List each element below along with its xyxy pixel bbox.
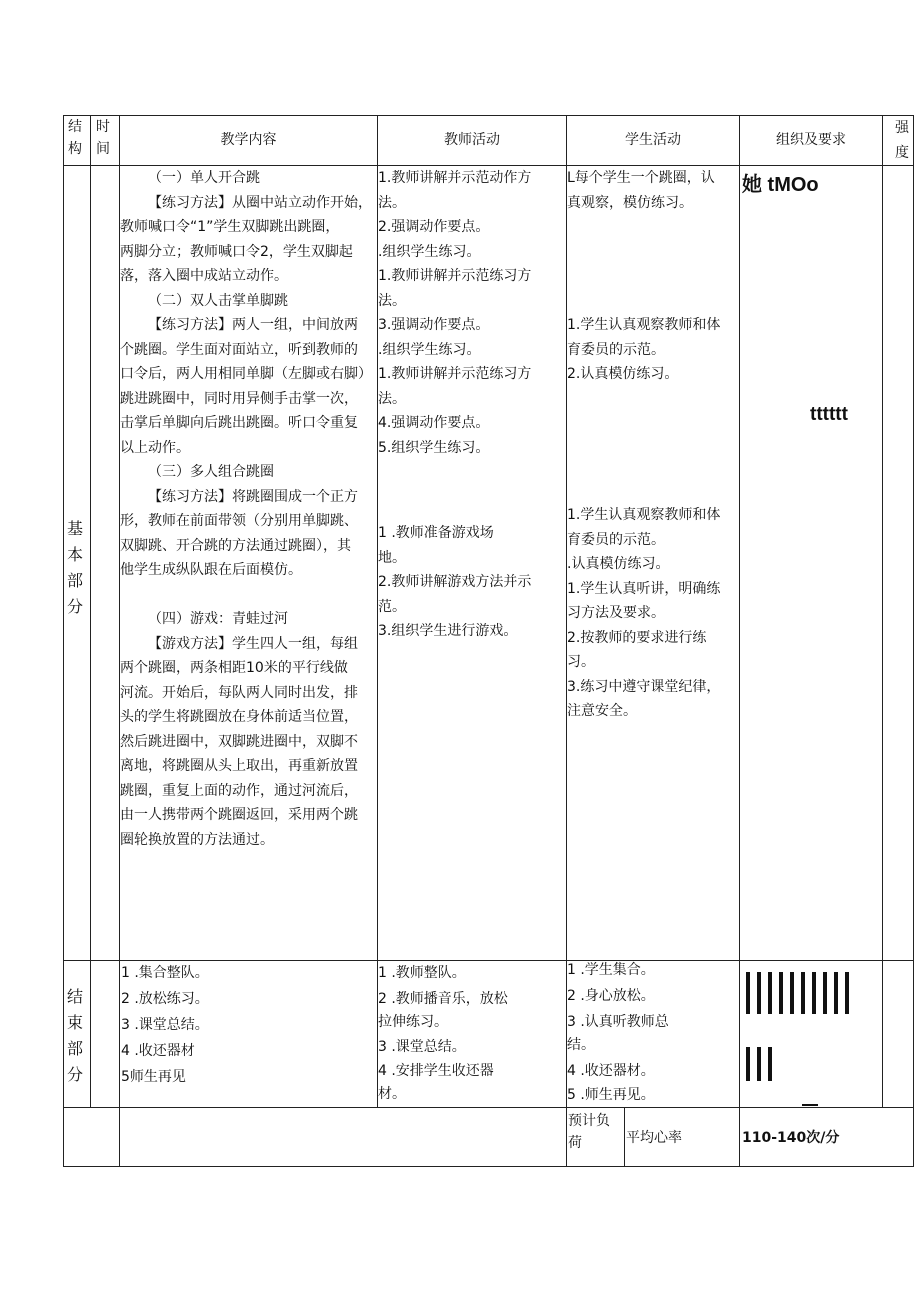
teacher-line: 3 .课堂总结。 [378,1039,466,1055]
header-teacher: 教师活动 [444,132,500,148]
content-line: 跳圈，重复上面的动作，通过河流后， [120,782,358,799]
header-student: 学生活动 [625,132,681,148]
content-line: 【练习方法】将跳圈围成一个正方 [148,488,358,505]
content-line: 两脚分立；教师喊口令2，学生双脚起 [120,243,353,260]
teacher-line: 1 .教师准备游戏场 [378,525,494,541]
content-line: 3 .课堂总结。 [121,1017,209,1033]
content-line: 跳进跳圈中，同时用异侧手击掌一次， [120,390,358,407]
student-line: 1.学生认真观察教师和体 [567,317,721,333]
content-line: 双脚跳、开合跳的方法通过跳圈），其 [120,537,351,554]
content-line: 头的学生将跳圈放在身体前适当位置， [120,709,358,725]
student-line: 2 .身心放松。 [567,988,655,1004]
teacher-line: 2 .教师播音乐，放松 [378,991,508,1007]
formation-bar [757,972,761,1014]
formation-bar [768,1047,772,1081]
heart-rate-value: 110-140次/分 [742,1130,840,1146]
organization-mark-top: 她 tMOo [742,174,819,196]
student-line: 3.练习中遵守课堂纪律， [567,678,721,695]
teacher-line: 2.强调动作要点。 [378,219,490,235]
formation-bars-row2 [746,1047,772,1081]
content-line: 4 .收还器材 [121,1043,195,1059]
grid-line [90,115,91,1108]
grid-line [739,115,740,1167]
formation-bar [757,1047,761,1081]
teacher-line: 1.教师讲解并示范练习方 [378,366,532,382]
teacher-line: .组织学生练习。 [378,341,481,358]
teacher-line: .组织学生练习。 [378,243,481,260]
teacher-line: 地。 [378,549,406,566]
student-line: 育委员的示范。 [567,341,665,358]
content-line: 然后跳进圈中，双脚跳进圈中，双脚不 [120,733,358,750]
student-line: 育委员的示范。 [567,531,665,548]
header-content: 教学内容 [220,132,277,148]
content-line: 击掌后单脚向后跳出跳圈。听口令重复 [120,415,358,431]
student-line: 1.学生认真听讲，明确练 [567,580,721,597]
teacher-line: 法。 [378,390,406,407]
formation-bar [845,972,849,1014]
teacher-line: 拉伸练习。 [378,1014,448,1030]
teacher-line: 范。 [378,598,406,615]
content-line: 教师喊口令“1”学生双脚跳出跳圈， [120,219,340,235]
formation-bar [790,972,794,1014]
student-line: 结。 [567,1037,595,1053]
formation-bar [746,972,750,1014]
student-line: 真观察，模仿练习。 [567,194,693,211]
student-line: 3 .认真听教师总 [567,1014,669,1030]
heart-rate-label: 平均心率 [626,1130,682,1146]
grid-line [624,1107,625,1167]
teacher-line: 2.教师讲解游戏方法并示 [378,574,532,590]
content-line: 【练习方法】从圈中站立动作开始， [148,194,372,211]
teacher-line: 1.教师讲解并示范动作方 [378,170,532,186]
content-line: 圈轮换放置的方法通过。 [120,831,274,848]
grid-line [882,115,883,1108]
content-line: 以上动作。 [120,439,190,456]
grid-line [63,1166,914,1167]
content-line: （一）单人开合跳 [148,170,260,186]
teacher-line: 材。 [378,1086,406,1102]
content-line: 【游戏方法】学生四人一组，每组 [148,635,358,652]
end-section-label: 结 束 部 分 [66,987,83,1084]
header-organization: 组织及要求 [776,132,846,148]
grid-line [63,115,64,1167]
formation-bar [768,972,772,1014]
formation-bar [834,972,838,1014]
teacher-position-mark [802,1104,818,1106]
teacher-line: 5.组织学生练习。 [378,439,490,456]
content-line: 离地，将跳圈从头上取出，再重新放置 [120,758,358,774]
content-line: 两个跳圈，两条相距10米的平行线做 [120,660,348,676]
teacher-line: 3.组织学生进行游戏。 [378,623,518,639]
grid-line [913,115,914,1167]
teacher-line: 1.教师讲解并示范练习方 [378,268,532,284]
content-line: 河流。开始后，每队两人同时出发，排 [120,684,358,701]
student-line: 注意安全。 [567,703,637,719]
student-line: 1.学生认真观察教师和体 [567,507,721,523]
student-line: 2.按教师的要求进行练 [567,629,707,646]
teacher-line: 1 .教师整队。 [378,965,466,981]
formation-bar [823,972,827,1014]
grid-line [63,115,914,116]
teacher-line: 法。 [378,292,406,309]
formation-bar [812,972,816,1014]
content-line: 5师生再见 [121,1069,186,1085]
student-line: L每个学生一个跳圈，认 [567,170,715,186]
content-line: 2 .放松练习。 [121,991,209,1007]
basic-section-label: 基 本 部 分 [66,519,83,616]
content-line: （四）游戏：青蛙过河 [148,611,288,627]
formation-bars-row1 [746,972,849,1014]
content-line: （三）多人组合跳圈 [148,464,274,480]
formation-bar [801,972,805,1014]
teacher-line: 4 .安排学生收还器 [378,1063,494,1079]
content-line: 1 .集合整队。 [121,965,209,981]
student-line: 5 .师生再见。 [567,1087,655,1103]
organization-mark-mid: tttttt [810,404,848,425]
header-time: 时 间 [96,119,110,157]
student-line: 习。 [567,654,595,670]
content-line: 形，教师在前面带领（分别用单脚跳、 [120,513,358,529]
header-intensity: 强 度 [895,120,909,161]
student-line: .认真模仿练习。 [567,556,670,572]
content-line: 口令后，两人用相同单脚（左脚或右脚） [120,366,372,382]
content-line: 由一人携带两个跳圈返回，采用两个跳 [120,807,358,823]
formation-bar [779,972,783,1014]
content-line: 落，落入圈中成站立动作。 [120,268,288,284]
student-line: 2.认真模仿练习。 [567,366,679,382]
student-line: 4 .收还器材。 [567,1063,655,1079]
content-line: 【练习方法】两人一组，中间放两 [148,317,358,333]
formation-bar [746,1047,750,1081]
student-line: 1 .学生集合。 [567,962,655,978]
content-line: （二）双人击掌单脚跳 [148,292,288,309]
teacher-line: 法。 [378,194,406,211]
header-structure: 结 构 [68,119,82,157]
teacher-line: 4.强调动作要点。 [378,415,490,431]
grid-line [63,1107,914,1108]
student-line: 习方法及要求。 [567,605,665,621]
content-line: 他学生成纵队跟在后面模仿。 [120,562,302,578]
load-label: 预计负荷 [568,1113,610,1151]
content-line: 个跳圈。学生面对面站立，听到教师的 [120,341,358,358]
teacher-line: 3.强调动作要点。 [378,317,490,333]
